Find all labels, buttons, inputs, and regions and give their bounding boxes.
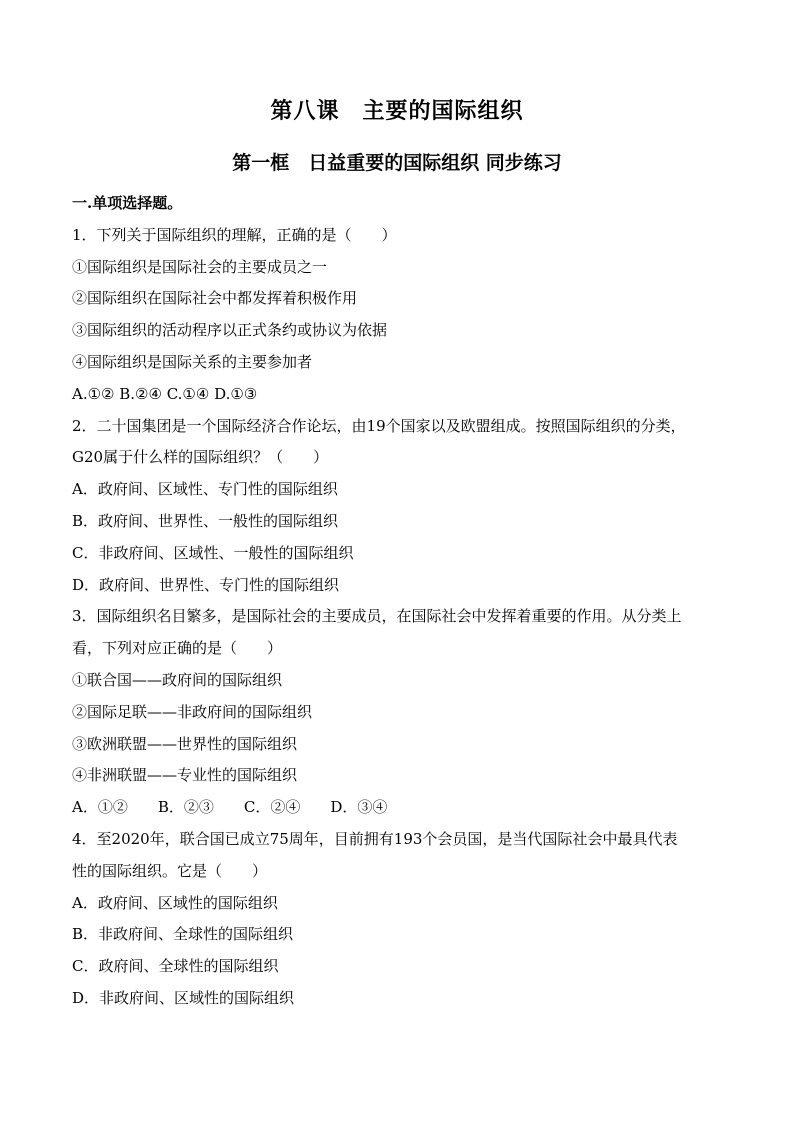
q4-option-d: D．非政府间、区域性的国际组织 <box>72 988 295 1007</box>
q1-options: A.①② B.②④ C.①④ D.①③ <box>72 384 258 403</box>
q2-option-b: B．政府间、世界性、一般性的国际组织 <box>72 511 339 530</box>
q3-statement-4: ④非洲联盟——专业性的国际组织 <box>72 766 298 785</box>
q2-option-c: C．非政府间、区域性、一般性的国际组织 <box>72 543 354 562</box>
q4-option-c: C．政府间、全球性的国际组织 <box>72 957 279 976</box>
q3-statement-2: ②国际足联——非政府间的国际组织 <box>72 702 313 721</box>
q3-options: A．①② B．②③ C．②④ D．③④ <box>72 798 388 817</box>
q4-stem-line-1: 4．至2020年，联合国已成立75周年，目前拥有193个会员国，是当代国际社会中最具代表 <box>72 829 678 848</box>
q1-statement-1: ①国际组织是国际社会的主要成员之一 <box>72 257 328 276</box>
q4-option-a: A．政府间、区域性的国际组织 <box>72 893 278 912</box>
exercise-content <box>72 188 730 1015</box>
q3-stem-line-1: 3．国际组织名目繁多，是国际社会的主要成员，在国际社会中发挥着重要的作用。从分类上 <box>72 607 682 626</box>
q3-stem-line-2: 看，下列对应正确的是（ ） <box>72 639 283 658</box>
q3-statement-3: ③欧洲联盟——世界性的国际组织 <box>72 734 298 753</box>
q4-option-b: B．非政府间、全球性的国际组织 <box>72 925 294 944</box>
q4-stem-line-2: 性的国际组织。它是（ ） <box>72 861 268 880</box>
q2-stem-line-1: 2．二十国集团是一个国际经济合作论坛，由19个国家以及欧盟组成。按照国际组织的分类， <box>72 416 686 435</box>
section-heading: 一.单项选择题。 <box>72 194 183 212</box>
q1-statement-3: ③国际组织的活动程序以正式条约或协议为依据 <box>72 321 388 340</box>
q3-statement-1: ①联合国——政府间的国际组织 <box>72 670 283 689</box>
lesson-subtitle: 第一框 日益重要的国际组织 同步练习 <box>232 152 562 174</box>
q2-option-a: A．政府间、区域性、专门性的国际组织 <box>72 480 338 499</box>
lesson-title: 第八课 主要的国际组织 <box>270 98 524 124</box>
q1-statement-4: ④国际组织是国际关系的主要参加者 <box>72 352 313 371</box>
q2-stem-line-2: G20属于什么样的国际组织？（ ） <box>72 448 329 467</box>
q2-option-d: D．政府间、世界性、专门性的国际组织 <box>72 575 340 594</box>
q1-statement-2: ②国际组织在国际社会中都发挥着积极作用 <box>72 289 358 308</box>
q1-stem: 1．下列关于国际组织的理解，正确的是（ ） <box>72 225 397 244</box>
